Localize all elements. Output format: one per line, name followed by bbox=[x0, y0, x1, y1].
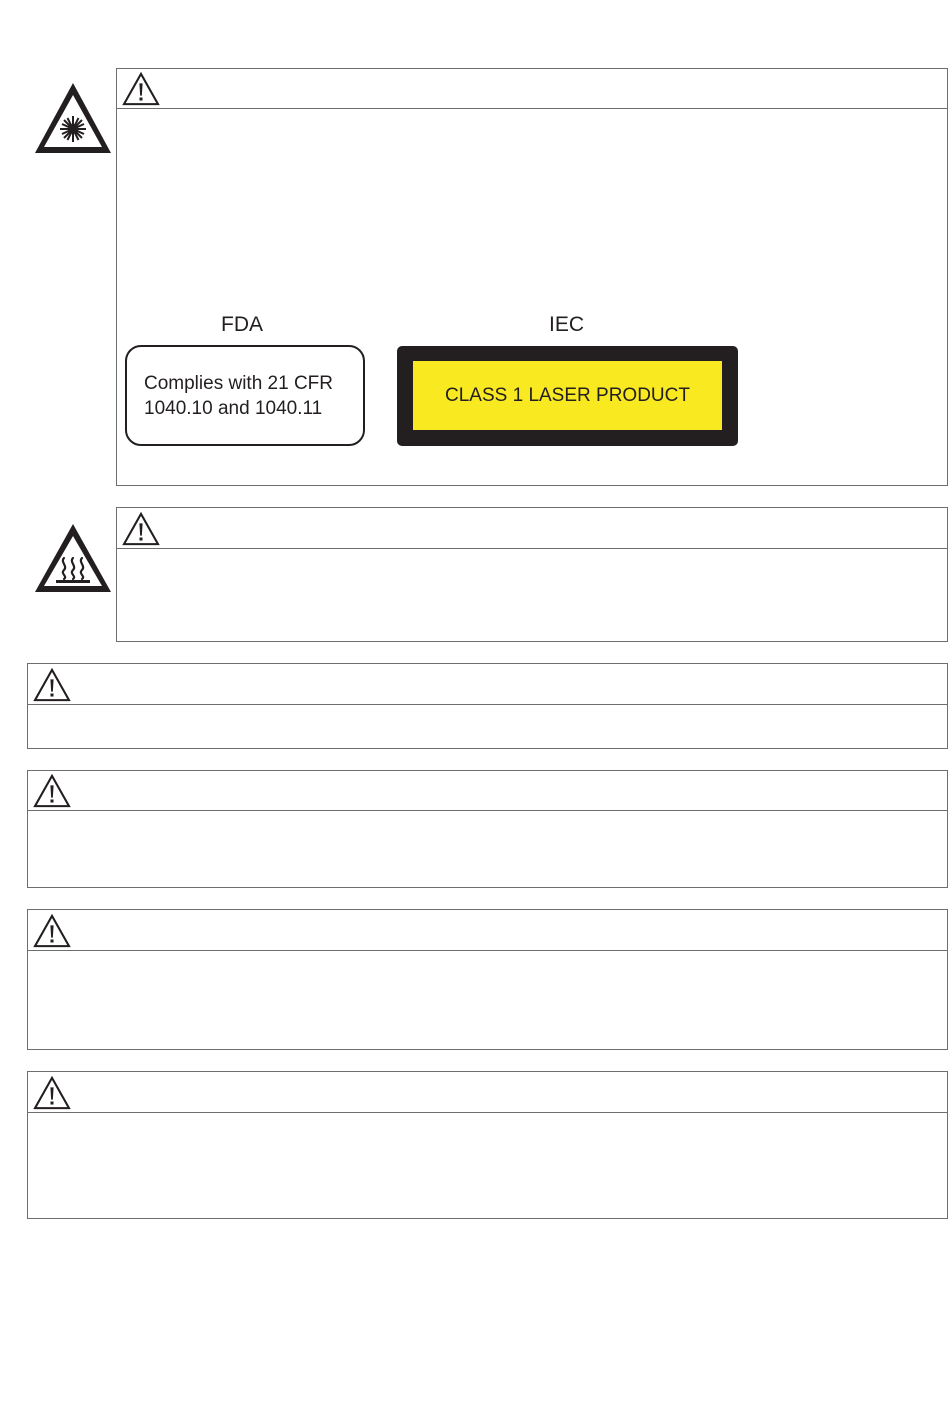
fda-compliance-label bbox=[125, 345, 365, 446]
warning-header bbox=[117, 508, 947, 549]
warning-header bbox=[28, 771, 947, 811]
warning-triangle-icon bbox=[33, 774, 71, 808]
hot-surface-warning-box bbox=[116, 507, 948, 642]
warning-triangle-icon bbox=[122, 72, 160, 106]
laser-warning-box bbox=[116, 68, 948, 486]
warning-header bbox=[28, 910, 947, 951]
iec-label-text: CLASS 1 LASER PRODUCT bbox=[413, 361, 722, 430]
warning-header bbox=[117, 69, 947, 109]
fda-heading: FDA bbox=[221, 313, 263, 336]
laser-radiation-hazard-icon bbox=[32, 80, 114, 156]
fda-label-line-1: Complies with 21 CFR bbox=[144, 373, 333, 394]
warning-triangle-icon bbox=[33, 914, 71, 948]
fda-label-line-2: 1040.10 and 1040.11 bbox=[144, 398, 323, 419]
warning-header bbox=[28, 664, 947, 705]
warning-header bbox=[28, 1072, 947, 1113]
warning-triangle-icon bbox=[122, 512, 160, 546]
iec-class-1-label bbox=[397, 346, 738, 446]
caution-box-2 bbox=[27, 770, 948, 888]
hot-surface-hazard-icon bbox=[32, 521, 114, 595]
caution-box-4 bbox=[27, 1071, 948, 1219]
iec-heading: IEC bbox=[549, 313, 585, 336]
caution-box-1 bbox=[27, 663, 948, 749]
warning-triangle-icon bbox=[33, 1076, 71, 1110]
warning-triangle-icon bbox=[33, 668, 71, 702]
caution-box-3 bbox=[27, 909, 948, 1050]
